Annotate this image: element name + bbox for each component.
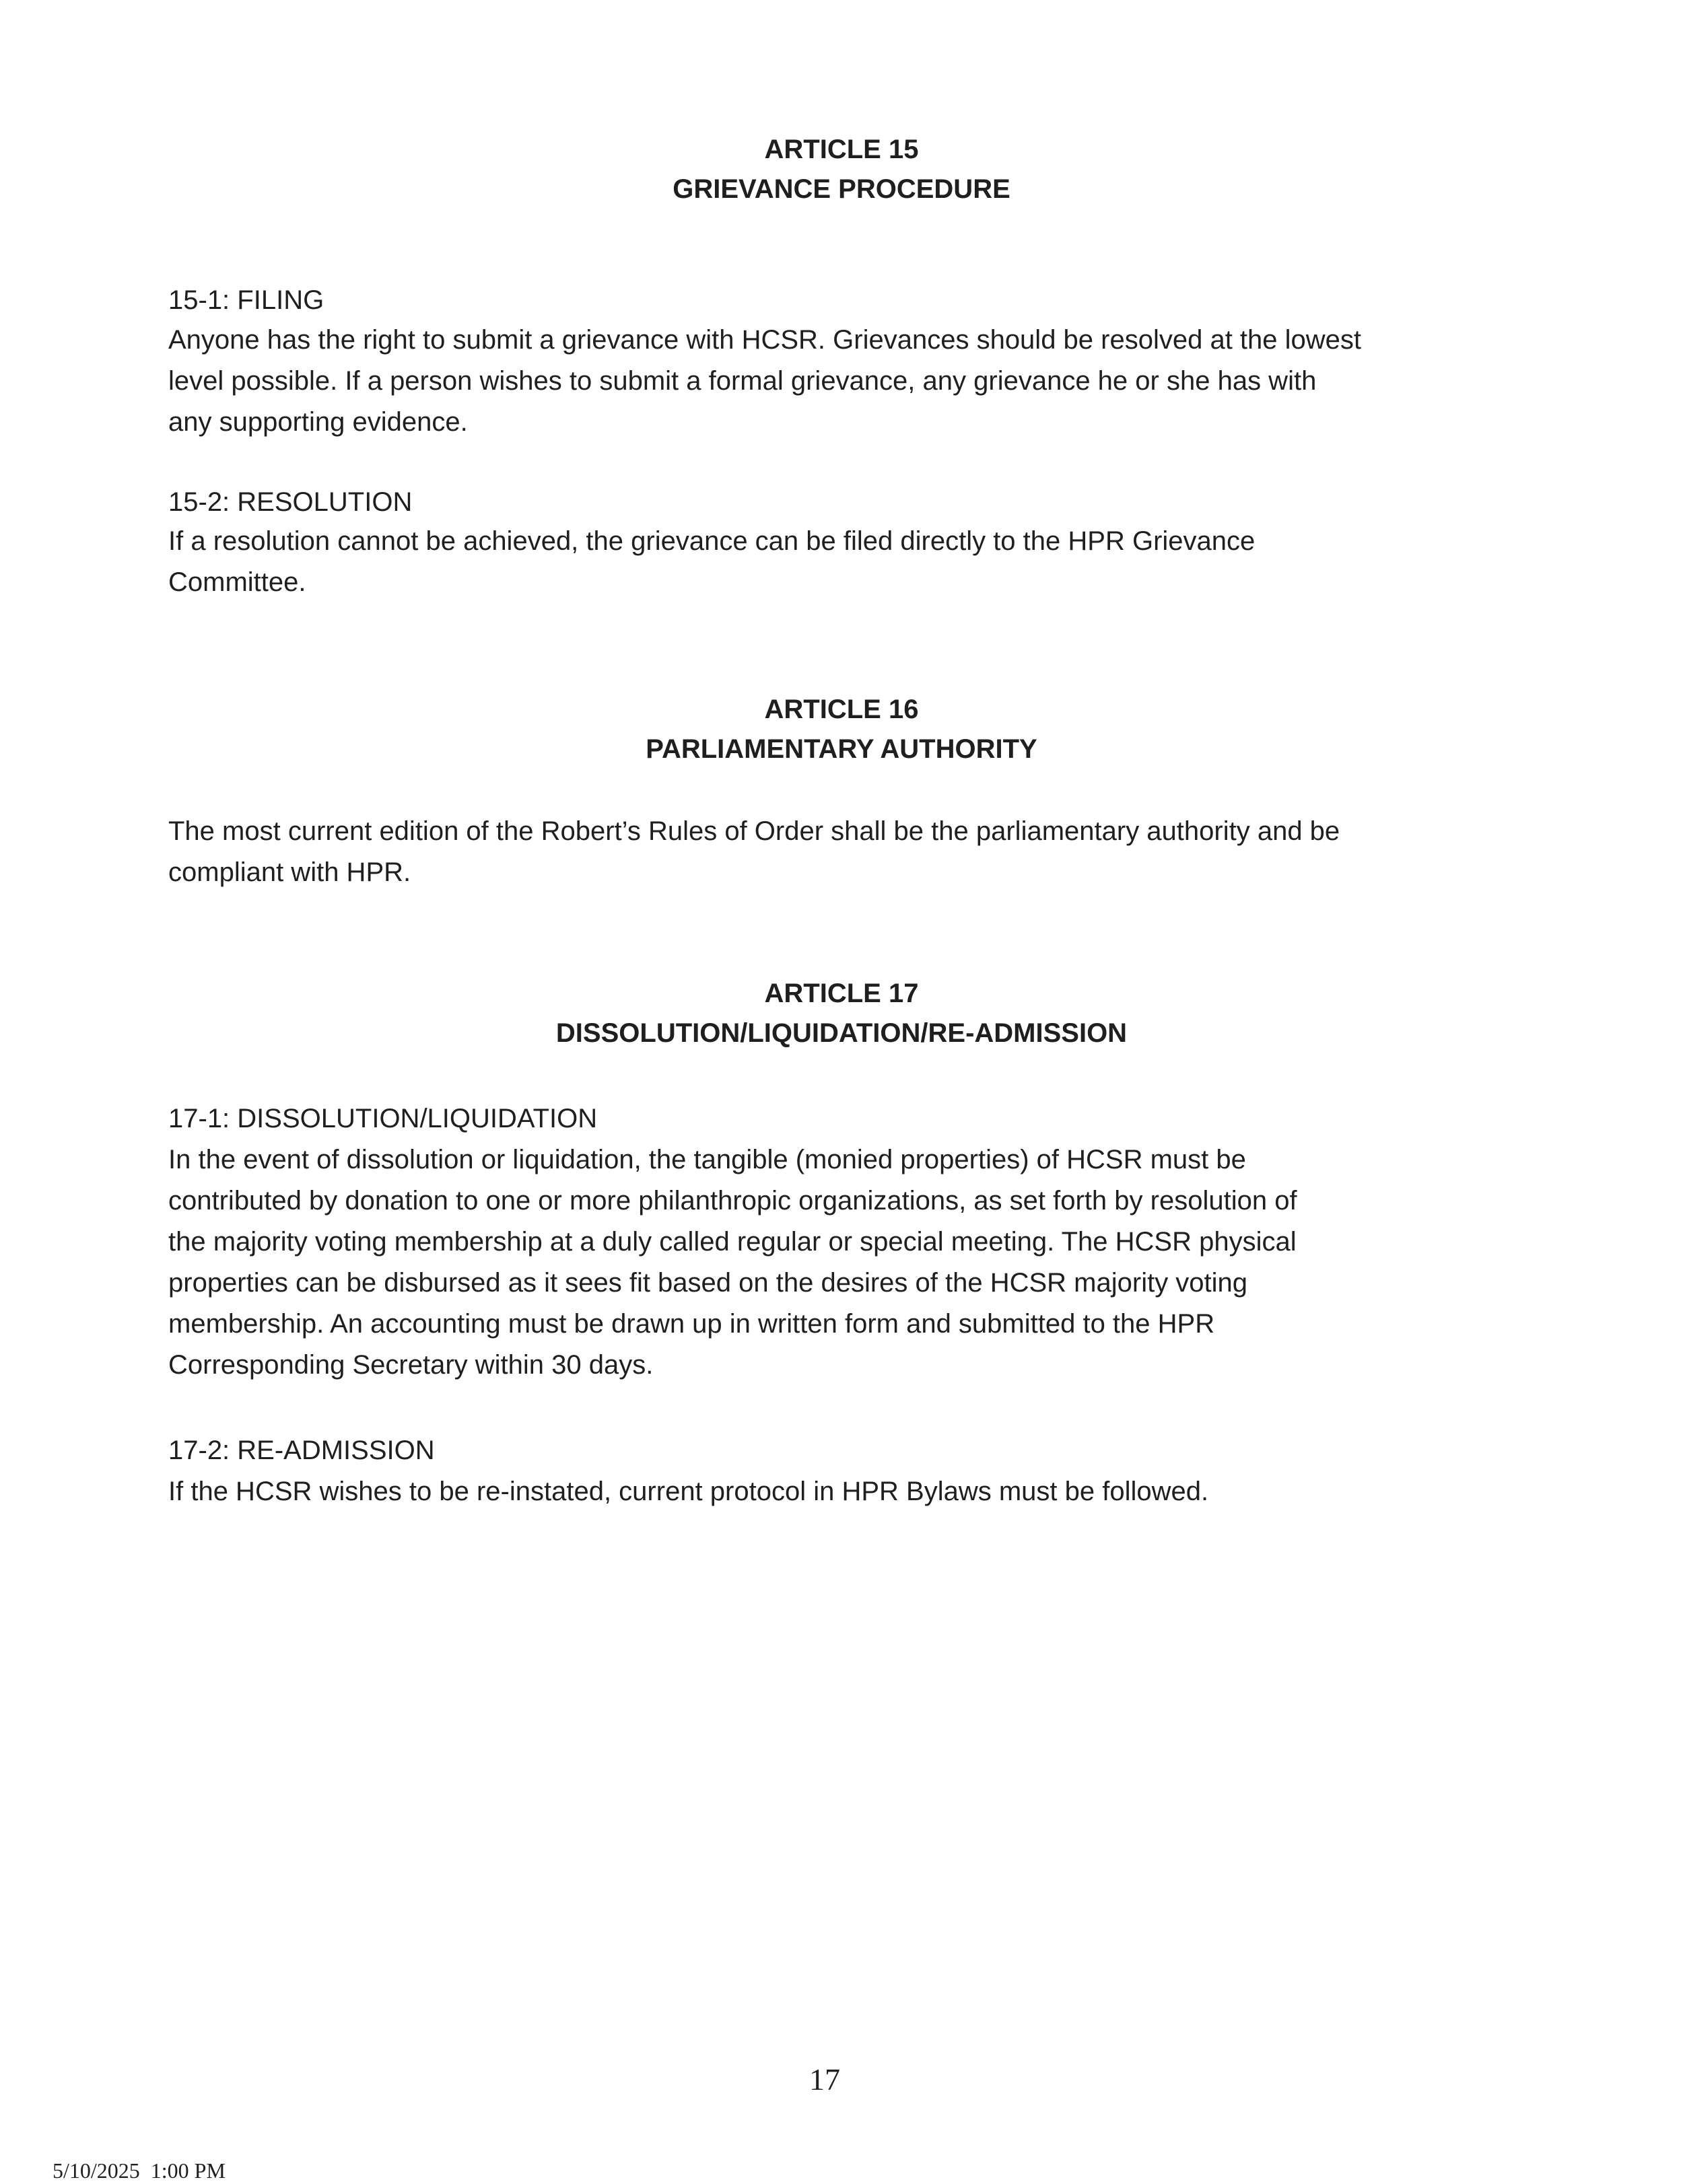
article-15-title: GRIEVANCE PROCEDURE [673, 174, 1010, 204]
section-17-1-line: In the event of dissolution or liquidation, the tangible (monied properties) of HCSR must be [168, 1145, 1246, 1174]
section-17-2-line: If the HCSR wishes to be re-instated, current protocol in HPR Bylaws must be followed. [168, 1477, 1209, 1506]
section-17-1-line: properties can be disbursed as it sees fit based on the desires of the HCSR majority voting [168, 1268, 1248, 1298]
section-15-2-line: If a resolution cannot be achieved, the grievance can be filed directly to the HPR Grievance [168, 526, 1256, 556]
section-15-2-line: Committee. [168, 567, 306, 597]
section-15-2-heading: 15-2: RESOLUTION [168, 487, 413, 517]
article-17-number: ARTICLE 17 [764, 979, 919, 1008]
article-16-title: PARLIAMENTARY AUTHORITY [646, 734, 1037, 764]
article-15-number: ARTICLE 15 [764, 135, 919, 164]
section-17-1-body [168, 1139, 1515, 1386]
section-17-1-line: the majority voting membership at a duly called regular or special meeting. The HCSR physical [168, 1227, 1297, 1257]
section-17-1-line: membership. An accounting must be drawn up in written form and submitted to the HPR [168, 1309, 1215, 1339]
section-17-1-line: Corresponding Secretary within 30 days. [168, 1350, 654, 1380]
section-17-2-body [168, 1471, 1515, 1512]
section-17-2-heading: 17-2: RE-ADMISSION [168, 1436, 435, 1465]
section-15-1-line: level possible. If a person wishes to submit a formal grievance, any grievance he or she has with [168, 366, 1317, 396]
section-15-1-line: any supporting evidence. [168, 407, 468, 437]
article-16-line: compliant with HPR. [168, 857, 411, 887]
article-17-title: DISSOLUTION/LIQUIDATION/RE-ADMISSION [555, 1018, 1128, 1048]
section-17-1-line: contributed by donation to one or more philanthropic organizations, as set forth by resolution of [168, 1186, 1297, 1216]
section-15-2-body [168, 521, 1515, 603]
section-15-1-line: Anyone has the right to submit a grievance with HCSR. Grievances should be resolved at the lowest [168, 325, 1362, 355]
page-number: 17 [809, 2062, 840, 2097]
footer-timestamp: 5/10/2025 1:00 PM [53, 2158, 226, 2183]
section-15-1-heading: 15-1: FILING [168, 285, 324, 315]
section-15-1-body [168, 320, 1515, 443]
article-16-body [168, 811, 1515, 893]
article-16-number: ARTICLE 16 [764, 695, 919, 724]
section-17-1-heading: 17-1: DISSOLUTION/LIQUIDATION [168, 1104, 598, 1133]
article-16-line: The most current edition of the Robert’s Rules of Order shall be the parliamentary authority and be [168, 816, 1340, 846]
